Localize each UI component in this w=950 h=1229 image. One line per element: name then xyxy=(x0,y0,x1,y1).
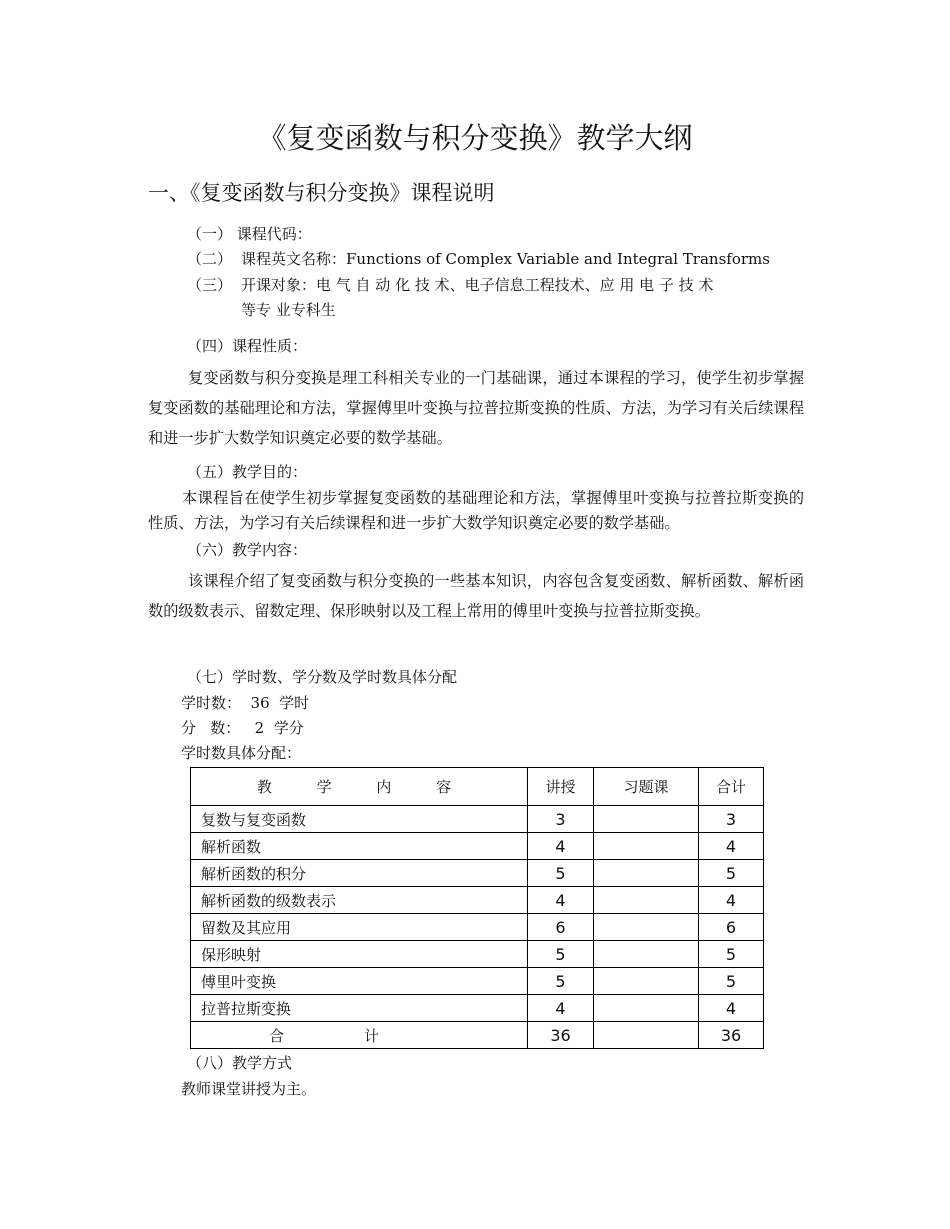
table-header-row xyxy=(191,768,764,806)
table-row xyxy=(191,995,764,1022)
total-row-total: 36 xyxy=(699,1022,764,1049)
row-total: 5 xyxy=(699,941,764,968)
row-exercise xyxy=(594,860,699,887)
table-total-row xyxy=(191,1022,764,1049)
row-total: 4 xyxy=(699,887,764,914)
teaching-content-label: （六）教学内容： xyxy=(187,541,308,559)
row-lecture: 5 xyxy=(528,860,594,887)
header-exercise: 习题课 xyxy=(594,768,699,806)
teaching-goal-text: 本课程旨在使学生初步掌握复变函数的基础理论和方法，掌握傅里叶变换与拉普拉斯变换的性质、方法，为学习有关后续课程和进一步扩大数学知识奠定必要的数学基础。 xyxy=(148,489,804,532)
table-row xyxy=(191,968,764,995)
row-exercise xyxy=(594,914,699,941)
distribution-label: 学时数具体分配： xyxy=(181,744,302,762)
table-row xyxy=(191,833,764,860)
row-exercise xyxy=(594,968,699,995)
row-exercise xyxy=(594,941,699,968)
teaching-method-text: 教师课堂讲授为主。 xyxy=(181,1080,317,1098)
row-total: 5 xyxy=(699,860,764,887)
row-lecture: 5 xyxy=(528,968,594,995)
header-content: 教 学 内 容 xyxy=(191,768,528,806)
row-name: 傅里叶变换 xyxy=(191,968,528,995)
row-total: 6 xyxy=(699,914,764,941)
table-row xyxy=(191,806,764,833)
row-name: 解析函数的级数表示 xyxy=(191,887,528,914)
row-exercise xyxy=(594,806,699,833)
course-nature-label: （四）课程性质： xyxy=(187,337,308,355)
teaching-content-text: 该课程介绍了复变函数与积分变换的一些基本知识，内容包含复变函数、解析函数、解析函数的级数表示、留数定理、保形映射以及工程上常用的傅里叶变换与拉普拉斯变换。 xyxy=(148,572,804,620)
total-row-exercise xyxy=(594,1022,699,1049)
document-title: 《复变函数与积分变换》教学大纲 xyxy=(257,121,693,155)
table-row xyxy=(191,887,764,914)
hours-section-label: （七）学时数、学分数及学时数具体分配 xyxy=(187,668,458,686)
row-exercise xyxy=(594,995,699,1022)
total-row-lecture: 36 xyxy=(528,1022,594,1049)
credits-line: 分 数： 2 学分 xyxy=(181,719,304,737)
row-name: 复数与复变函数 xyxy=(191,806,528,833)
row-exercise xyxy=(594,833,699,860)
section-heading: 一、《复变函数与积分变换》课程说明 xyxy=(148,181,495,205)
row-name: 解析函数 xyxy=(191,833,528,860)
english-name-number: （二） xyxy=(187,250,233,268)
target-text-line1: 开课对象：电 气 自 动 化 技 术、电子信息工程技术、应 用 电 子 技 术 xyxy=(241,276,714,294)
hours-distribution-table xyxy=(190,767,764,1049)
course-nature-text: 复变函数与积分变换是理工科相关专业的一门基础课，通过本课程的学习，使学生初步掌握复变函数的基础理论和方法，掌握傅里叶变换与拉普拉斯变换的性质、方法，为学习有关后续课程和进一步扩大数学知识奠定必要的数学基础。 xyxy=(148,369,804,447)
header-total: 合计 xyxy=(699,768,764,806)
table-row xyxy=(191,941,764,968)
course-code-label: （一） 课程代码： xyxy=(187,225,312,243)
row-total: 4 xyxy=(699,995,764,1022)
row-lecture: 6 xyxy=(528,914,594,941)
row-lecture: 4 xyxy=(528,995,594,1022)
row-total: 4 xyxy=(699,833,764,860)
teaching-method-label: （八）教学方式 xyxy=(187,1054,293,1072)
header-lecture: 讲授 xyxy=(528,768,594,806)
row-total: 3 xyxy=(699,806,764,833)
target-number: （三） xyxy=(187,276,233,294)
row-name: 解析函数的积分 xyxy=(191,860,528,887)
row-total: 5 xyxy=(699,968,764,995)
row-name: 保形映射 xyxy=(191,941,528,968)
table-row xyxy=(191,860,764,887)
target-line xyxy=(187,275,713,295)
english-name-line xyxy=(187,249,770,269)
row-lecture: 4 xyxy=(528,887,594,914)
target-text-line2: 等专 业专科生 xyxy=(241,301,336,319)
row-lecture: 4 xyxy=(528,833,594,860)
row-name: 留数及其应用 xyxy=(191,914,528,941)
row-lecture: 5 xyxy=(528,941,594,968)
table-row xyxy=(191,914,764,941)
teaching-goal-label: （五）教学目的： xyxy=(187,463,308,481)
english-name-text: 课程英文名称：Functions of Complex Variable and Integral Transforms xyxy=(241,250,770,268)
total-row-name: 合计 xyxy=(191,1022,528,1049)
row-lecture: 3 xyxy=(528,806,594,833)
row-name: 拉普拉斯变换 xyxy=(191,995,528,1022)
row-exercise xyxy=(594,887,699,914)
hours-line: 学时数： 36 学时 xyxy=(181,694,310,712)
